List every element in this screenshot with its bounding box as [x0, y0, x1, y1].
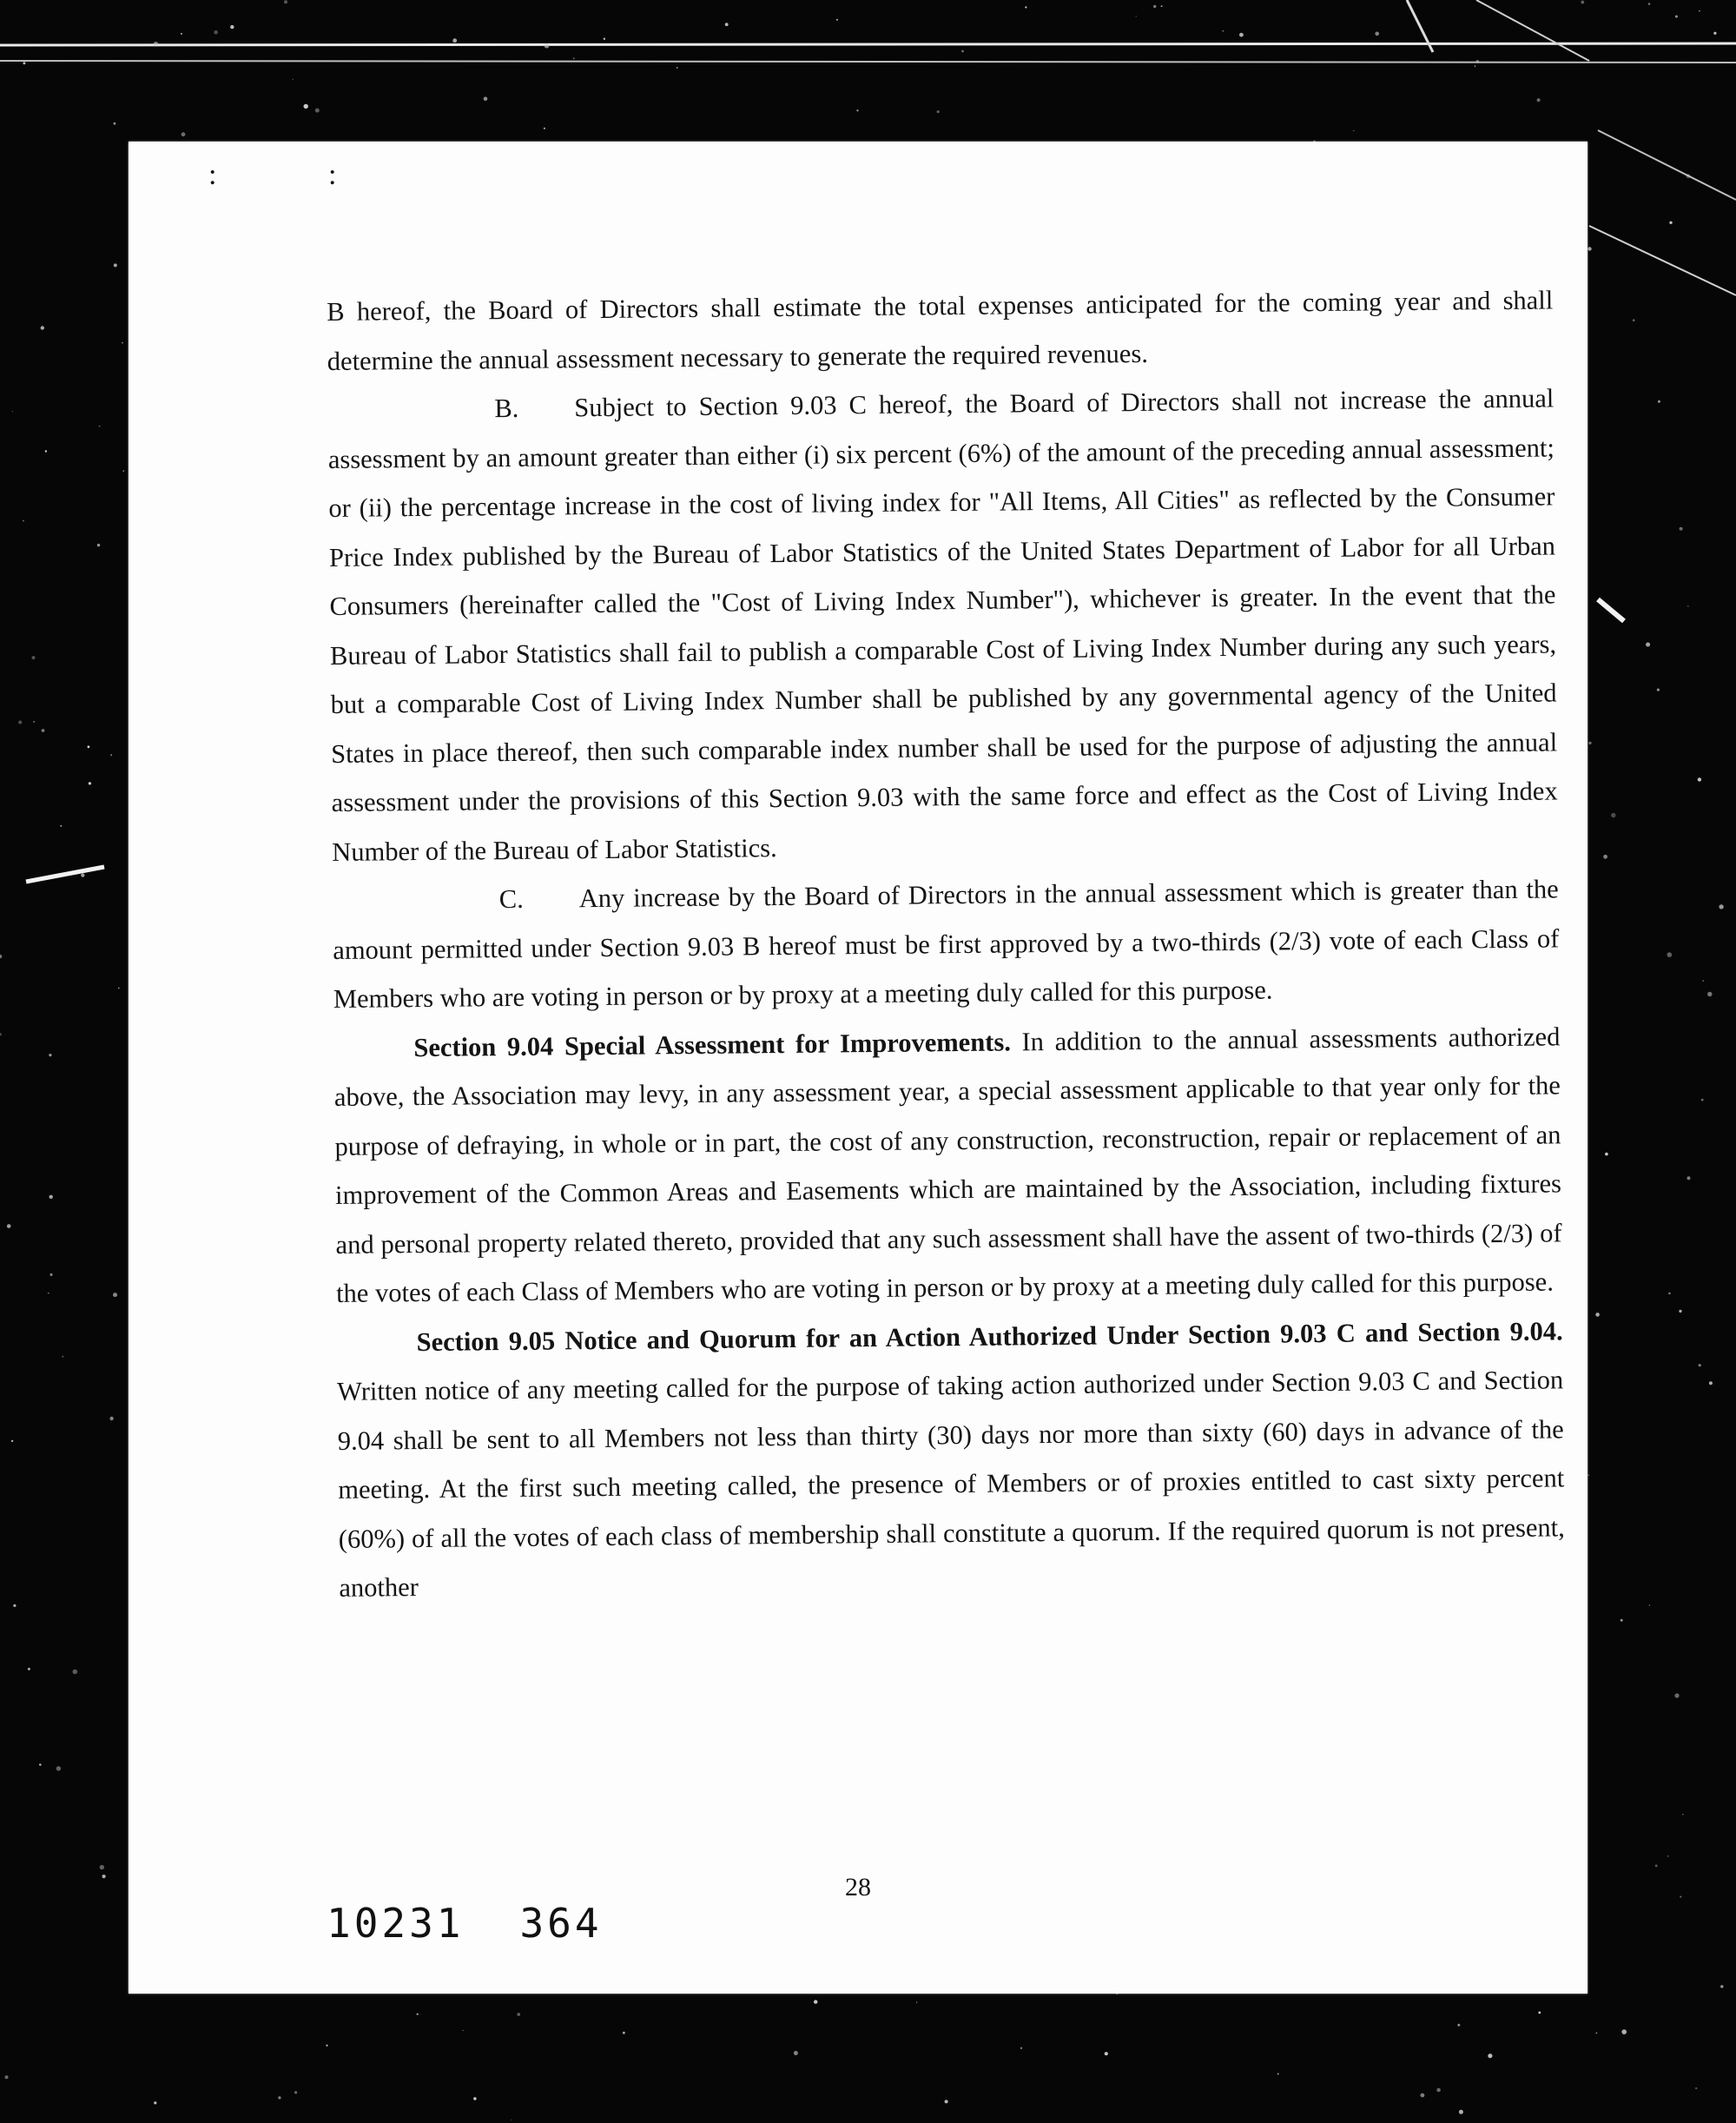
scan-speck — [604, 38, 605, 40]
scan-speck — [32, 656, 36, 659]
scan-speck — [99, 426, 101, 427]
scan-speck — [1674, 1693, 1679, 1697]
scan-speck — [1633, 319, 1635, 321]
scan-speck — [50, 1195, 53, 1199]
scan-speck — [1669, 222, 1672, 224]
scan-speck — [33, 721, 35, 723]
scan-speck — [88, 745, 90, 748]
scan-speck — [1588, 742, 1591, 744]
scan-speck — [1459, 2110, 1463, 2114]
scan-speck — [1680, 1896, 1681, 1898]
scan-speck — [122, 342, 123, 344]
scan-speck — [517, 2013, 520, 2016]
scan-speck — [1658, 400, 1660, 403]
scan-speck — [1136, 16, 1137, 17]
subsection-text: Subject to Section 9.03 C hereof, the Board of Directors shall not increase the annual assessment by an amount greater than either (i) six percent (6%) of the amount of the preceding annual assessment; or (ii) the percentage increase in the cost of living index for "All Items, All Cities" as reflected by the Consumer Price Index published by the Bureau of Labor Statistics of the United States Department of Labor for all Urban Consumers (hereinafter called the "Cost of Living Index Number"), whichever is greater. In the event that the Bureau of Labor Statistics shall fail to publish a comparable Cost of Living Index Number during any such years, but a comparable Cost of Living Index Number shall be published by any governmental agency of the United States in place thereof, then such comparable index number shall be used for the purpose of adjusting the annual assessment under the provisions of this Section 9.03 with the same force and effect as the Cost of Living Index Number of the Bureau of Labor Statistics. — [327, 383, 1558, 867]
scan-speck — [304, 104, 308, 109]
scan-speck — [945, 2100, 948, 2103]
scan-speck — [544, 128, 545, 129]
scan-speck — [113, 1293, 117, 1297]
scan-speck — [315, 109, 320, 113]
scan-speck — [1436, 2088, 1441, 2093]
paragraph-subsection-c — [333, 864, 1561, 1023]
scan-speck — [814, 2000, 817, 2003]
scan-speck — [1605, 1153, 1608, 1156]
scan-speck — [1457, 2024, 1460, 2027]
scan-speck — [1105, 2052, 1108, 2055]
scan-speck — [1649, 1604, 1651, 1606]
scan-speck — [1587, 247, 1591, 250]
scan-speck — [42, 729, 45, 732]
scan-speck — [1657, 689, 1660, 691]
scan-speck — [1713, 32, 1716, 35]
corner-marks: : : — [208, 159, 389, 191]
scan-speck — [214, 30, 218, 35]
scan-speck — [114, 263, 117, 267]
scan-speck — [1699, 10, 1700, 12]
scan-speck — [1161, 5, 1163, 7]
paragraph-continuation: B hereof, the Board of Directors shall estimate the total expenses anticipated for the coming year and shall determine the annual assessment necessary to generate the required revenues. — [327, 285, 1554, 376]
scan-speck — [48, 1293, 50, 1294]
scan-speck — [677, 67, 678, 69]
scan-speck — [5, 2075, 9, 2079]
scan-speck — [62, 1356, 63, 1358]
scan-speck — [41, 326, 44, 329]
scan-speck — [916, 2001, 918, 2003]
scan-speck — [1698, 777, 1701, 781]
subsection-letter: C. — [498, 883, 524, 915]
scan-speck — [1595, 1313, 1600, 1317]
scan-speck — [102, 1875, 106, 1878]
scan-speck — [1687, 605, 1689, 607]
scan-speck — [45, 450, 47, 452]
subsection-text: Any increase by the Board of Directors in the annual assessment which is greater than the amount permitted under Section 9.03 B hereof must be first approved by a two-thirds (2/3) vote of each Class of Members who are voting in person or by proxy at a meeting duly called for this purpose. — [333, 874, 1560, 1014]
scan-speck — [49, 1054, 51, 1056]
scan-speck — [1667, 1855, 1669, 1857]
paragraph-subsection-b — [327, 374, 1558, 876]
scan-speck — [230, 25, 234, 29]
scan-speck — [417, 2014, 419, 2015]
scan-speck — [23, 520, 24, 522]
scan-speck — [1720, 1985, 1723, 1987]
scan-speck — [97, 544, 100, 546]
scan-speck — [1667, 952, 1673, 957]
scan-speck — [100, 1865, 104, 1869]
scan-speck — [1020, 2047, 1022, 2049]
scan-speck — [1655, 1864, 1658, 1867]
scan-speck — [1603, 855, 1607, 859]
scan-speck — [60, 825, 62, 827]
scan-speck — [1421, 2093, 1425, 2098]
scan-speck — [1581, 1, 1584, 4]
paragraph-section-9-04 — [333, 1012, 1562, 1319]
document-body — [327, 275, 1566, 1612]
scan-speck — [50, 1273, 52, 1276]
scan-speck — [1588, 1475, 1589, 1476]
scan-speck — [81, 874, 84, 877]
scan-speck — [154, 42, 159, 47]
section-heading: Section 9.04 Special Assessment for Improvements. — [413, 1026, 1012, 1062]
scan-speck — [961, 50, 964, 53]
scan-speck — [181, 33, 182, 35]
scan-speck — [1537, 98, 1541, 102]
scan-speck — [1239, 33, 1244, 37]
scan-speck — [1025, 6, 1026, 8]
section-heading: Section 9.05 Notice and Quorum for an Action Authorized Under Section 9.03 C and Section 9.04. — [416, 1315, 1563, 1357]
scan-speck — [122, 470, 124, 472]
scan-speck — [326, 2045, 327, 2047]
scan-speck — [12, 411, 13, 412]
scan-speck — [1648, 3, 1651, 5]
scan-speck — [725, 23, 729, 26]
scan-speck — [484, 96, 488, 101]
scan-speck — [1675, 16, 1678, 18]
scan-speck — [11, 1440, 13, 1442]
section-text: In addition to the annual assessments authorized above, the Association may levy, in any assessment year, a special assessment applicable to that year only for the purpose of defraying, in whole or in part, the cost of any construction, reconstruction, repair or replacement of an improvement of the Common Areas and Easements which are maintained by the Association, including fixtures and personal property related thereto, provided that any such assessment shall have the assent of two-thirds (2/3) of the votes of each Class of Members who are voting in person or by proxy at a meeting duly called for this purpose. — [333, 1021, 1562, 1308]
scan-speck — [1695, 2087, 1697, 2089]
scan-speck — [294, 2091, 297, 2093]
scan-speck — [56, 1766, 61, 1770]
scan-speck — [7, 1224, 11, 1228]
recording-page-number: 364 — [519, 1900, 603, 1947]
scan-speck — [545, 43, 549, 48]
document-page — [129, 142, 1587, 1994]
scan-speck — [1709, 1381, 1713, 1385]
scan-speck — [623, 2032, 625, 2034]
scan-speck — [1687, 1176, 1691, 1180]
scan-speck — [856, 109, 858, 111]
scan-speck — [1538, 2012, 1541, 2014]
scan-speck — [292, 79, 294, 81]
scan-speck — [1719, 904, 1723, 909]
scan-speck — [1703, 981, 1704, 982]
scan-speck — [1679, 1310, 1681, 1313]
scan-speck — [114, 122, 116, 125]
scan-speck — [1699, 1364, 1701, 1366]
scan-speck — [118, 988, 120, 989]
scan-speck — [937, 110, 940, 113]
scan-speck — [73, 1670, 78, 1675]
scan-speck — [89, 782, 91, 784]
page-number: 28 — [845, 1873, 871, 1901]
scan-speck — [13, 1604, 16, 1607]
paragraph-section-9-05 — [336, 1306, 1565, 1613]
scan-speck — [278, 2096, 281, 2099]
scan-speck — [1476, 60, 1480, 63]
scan-speck — [794, 2051, 798, 2055]
scan-speck — [1222, 30, 1224, 32]
scan-speck — [1701, 1099, 1704, 1101]
scan-speck — [836, 19, 838, 21]
scan-speck — [1488, 2054, 1492, 2058]
scan-speck — [1621, 2029, 1627, 2034]
scan-speck — [463, 2030, 464, 2031]
scan-speck — [1353, 130, 1354, 131]
scan-speck — [39, 1763, 42, 1766]
scan-speck — [1596, 2033, 1598, 2034]
scan-speck — [1668, 1293, 1671, 1295]
scan-speck — [1611, 813, 1615, 817]
scan-speck — [473, 2097, 476, 2100]
scan-speck — [1620, 1619, 1623, 1622]
scan-speck — [573, 58, 574, 59]
scan-speck — [1707, 992, 1712, 996]
section-text: Written notice of any meeting called for the purpose of taking action authorized under Section 9.03 C and Section 9.04 shall be sent to all Members not less than thirty (30) days nor more than sixty (60) days in advance of the meeting. At the first such meeting called, the presence of Members or of proxies entitled to cast sixty percent (60%) of all the votes of each class of membership shall constitute a quorum. If the required quorum is not present, another — [337, 1365, 1565, 1603]
scan-speck — [154, 2101, 156, 2104]
scan-speck — [0, 955, 2, 958]
scan-speck — [284, 0, 287, 3]
scan-speck — [0, 1033, 2, 1035]
scan-speck — [1277, 2073, 1279, 2075]
scan-speck — [1153, 5, 1156, 8]
scan-speck — [1375, 32, 1379, 36]
scan-speck — [110, 754, 112, 756]
scan-speck — [452, 38, 457, 43]
subsection-letter: B. — [494, 393, 519, 424]
scan-speck — [109, 1417, 113, 1420]
scan-speck — [23, 62, 25, 64]
scan-speck — [1682, 1814, 1683, 1815]
recording-stamp — [327, 1900, 603, 1947]
scan-speck — [18, 720, 22, 724]
scan-speck — [1646, 643, 1650, 647]
scan-speck — [1686, 174, 1691, 178]
scan-speck — [1680, 527, 1683, 531]
recording-book-number: 10231 — [327, 1900, 465, 1947]
scan-speck — [182, 132, 186, 136]
scan-speck — [28, 1668, 30, 1670]
